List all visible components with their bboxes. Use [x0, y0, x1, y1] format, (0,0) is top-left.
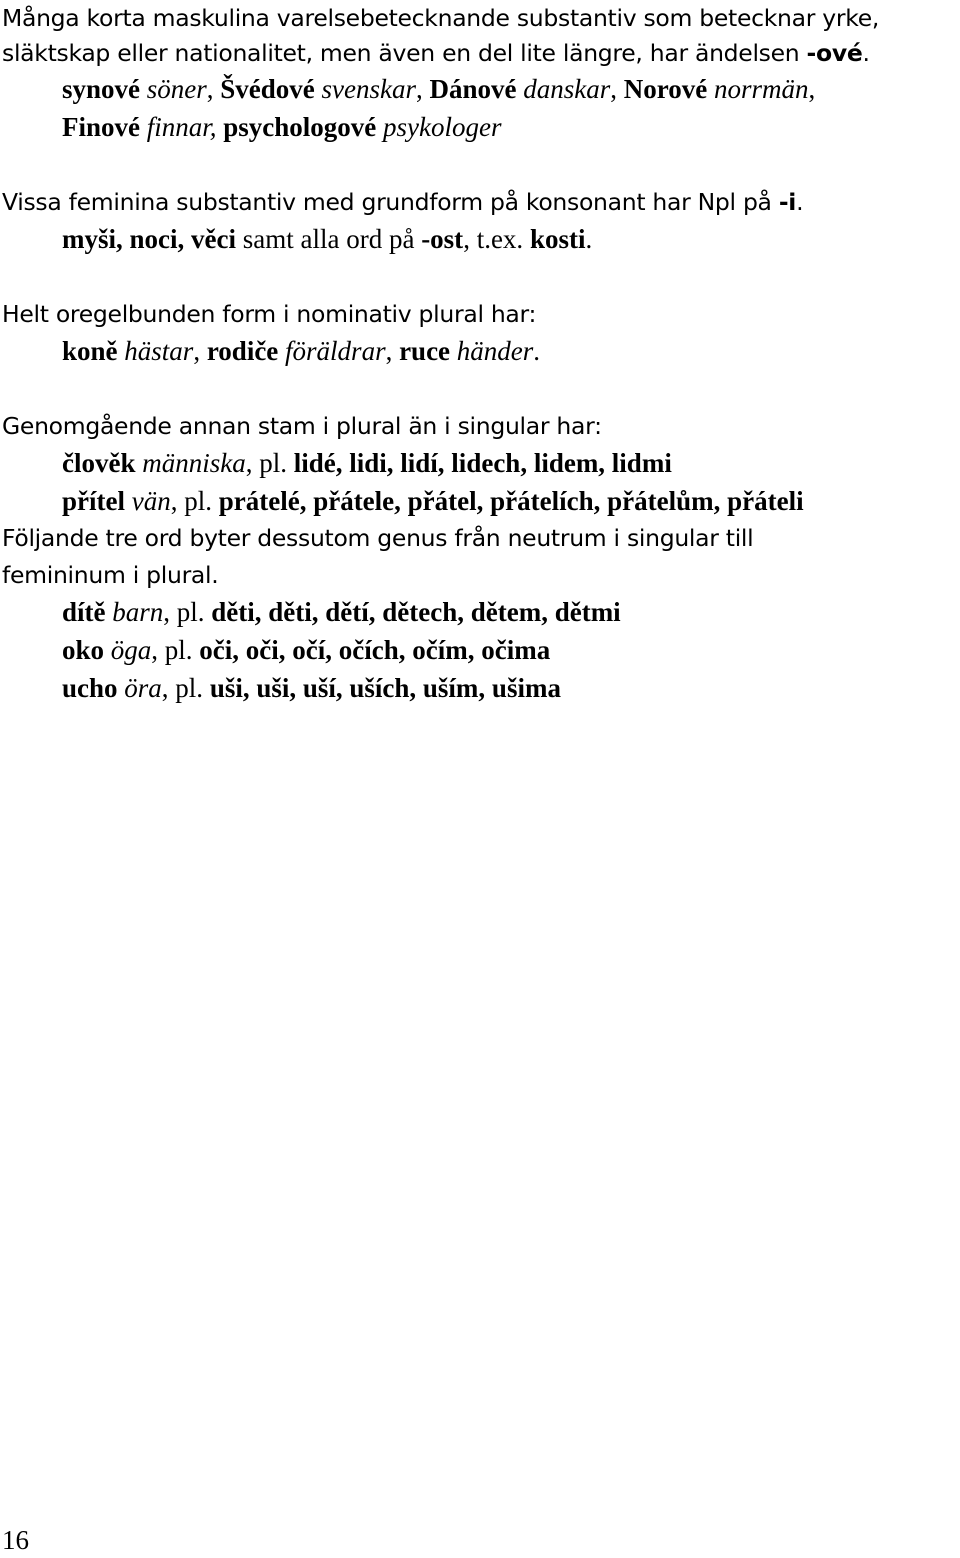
bold-term: Finové	[62, 112, 140, 142]
bold-term: oči, oči, očí, očích, očím, očima	[199, 635, 551, 665]
bold-term: uši, uši, uší, uších, uším, ušima	[209, 673, 561, 703]
text-segment: Genomgående annan stam i plural än i singular har:	[2, 412, 602, 440]
text-line	[2, 410, 602, 442]
bold-term: ruce	[399, 336, 451, 366]
text-segment: Många korta maskulina varelsebetecknande substantiv som betecknar yrke,	[2, 4, 880, 32]
bold-term: Norové	[623, 74, 708, 104]
italic-translation: människa	[142, 448, 246, 478]
text-line	[62, 111, 502, 143]
italic-translation: psykologer	[383, 112, 502, 142]
bold-term: kosti	[529, 224, 586, 254]
text-segment: , pl.	[163, 597, 212, 627]
text-line	[2, 559, 218, 591]
text-segment: ,	[193, 336, 207, 366]
text-segment: ,	[206, 74, 221, 104]
text-segment: , pl.	[151, 635, 200, 665]
text-line	[62, 672, 561, 704]
text-segment	[707, 74, 714, 104]
text-line	[62, 447, 672, 479]
bold-term: oko	[62, 635, 105, 665]
italic-translation: öra	[124, 673, 162, 703]
text-segment: , pl.	[245, 448, 294, 478]
italic-translation: föräldrar	[285, 336, 386, 366]
italic-translation: söner	[146, 74, 207, 104]
italic-translation: norrmän	[713, 74, 809, 104]
text-segment: .	[585, 224, 593, 254]
italic-translation: danskar	[523, 74, 611, 104]
bold-term: Švédové	[220, 74, 315, 104]
italic-translation: svenskar	[321, 74, 416, 104]
bold-term: Dánové	[429, 74, 517, 104]
bold-term: rodiče	[206, 336, 279, 366]
text-line	[62, 596, 621, 628]
text-segment: Vissa feminina substantiv med grundform på konsonant har Npl på	[2, 188, 779, 216]
text-line	[2, 298, 536, 330]
bold-term: přítel	[62, 486, 125, 516]
bold-term: myši, noci, věci	[62, 224, 236, 254]
italic-translation: hästar	[124, 336, 194, 366]
bold-term: -ost	[421, 224, 464, 254]
text-segment: .	[862, 39, 870, 67]
text-line	[62, 73, 815, 105]
text-line	[62, 634, 550, 666]
text-line	[2, 186, 803, 218]
italic-translation: barn	[112, 597, 164, 627]
bold-term: prátelé, přátele, přátel, přátelích, přátelům, přáteli	[218, 486, 804, 516]
text-segment	[315, 74, 322, 104]
bold-term: ucho	[62, 673, 118, 703]
text-segment: ,	[416, 74, 430, 104]
page-number: 16	[2, 1525, 29, 1555]
text-segment: ,	[610, 74, 624, 104]
italic-translation: händer	[456, 336, 534, 366]
bold-term: lidé, lidi, lidí, lidech, lidem, lidmi	[293, 448, 672, 478]
text-segment: , pl.	[170, 486, 219, 516]
text-segment	[140, 112, 147, 142]
bold-term: psychologové	[223, 112, 377, 142]
italic-translation: vän	[131, 486, 171, 516]
bold-term: dítě	[62, 597, 106, 627]
text-segment	[140, 74, 147, 104]
text-line	[2, 522, 753, 554]
text-segment: , pl.	[161, 673, 210, 703]
text-segment	[104, 635, 111, 665]
text-line	[62, 223, 592, 255]
text-segment: ,	[385, 336, 400, 366]
bold-term: -i	[778, 188, 797, 216]
text-segment: Följande tre ord byter dessutom genus från neutrum i singular till	[2, 524, 754, 552]
text-segment: .	[796, 188, 804, 216]
text-line	[2, 2, 879, 34]
text-segment: femininum i plural.	[2, 561, 219, 589]
italic-translation: finnar,	[146, 112, 217, 142]
bold-term: -ové	[806, 39, 863, 67]
text-line	[62, 335, 540, 367]
text-segment: .	[533, 336, 541, 366]
text-segment: , t.ex.	[463, 224, 530, 254]
text-segment: släktskap eller nationalitet, men även en del lite längre, har ändelsen	[2, 39, 807, 67]
text-segment: ,	[808, 74, 816, 104]
bold-term: děti, děti, dětí, dětech, dětem, dětmi	[211, 597, 621, 627]
text-segment: samt alla ord på	[235, 224, 422, 254]
text-line	[62, 485, 804, 517]
text-segment	[125, 486, 132, 516]
italic-translation: öga	[110, 635, 152, 665]
bold-term: synové	[62, 74, 141, 104]
bold-term: člověk	[62, 448, 136, 478]
text-line	[2, 37, 870, 69]
text-segment	[450, 336, 457, 366]
text-segment: Helt oregelbunden form i nominativ plural har:	[2, 300, 537, 328]
bold-term: koně	[62, 336, 118, 366]
